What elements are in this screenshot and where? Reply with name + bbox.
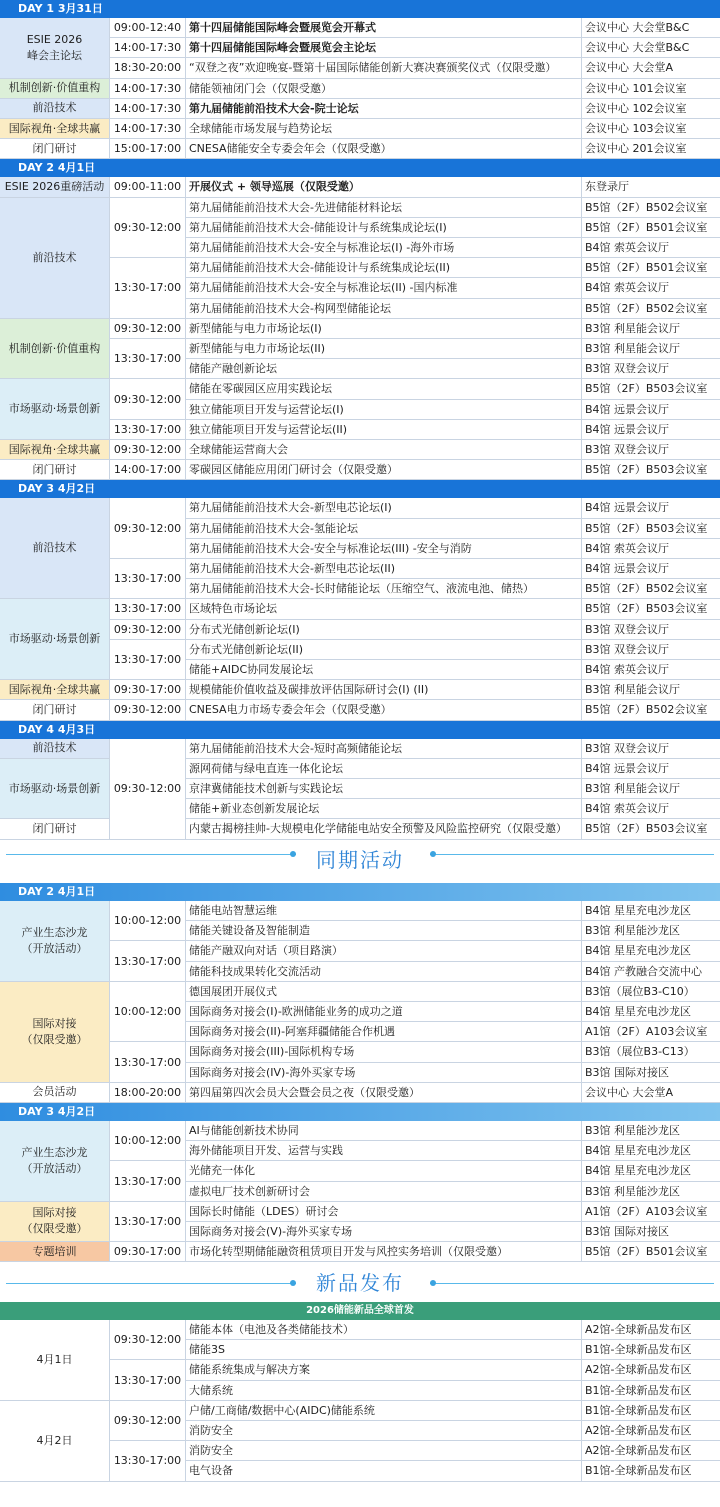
time-cell: 09:30-12:00 (110, 498, 186, 559)
session-title: 储能产融创新论坛 (186, 359, 582, 379)
time-cell: 14:00-17:30 (110, 38, 186, 58)
time-cell: 09:30-12:00 (110, 1320, 186, 1360)
session-venue: B3馆 双登会议厅 (582, 620, 720, 640)
day-header: DAY 4 4月3日 (0, 721, 720, 739)
concurrent-heading: 同期活动 (316, 848, 404, 872)
session-title: 独立储能项目开发与运营论坛(II) (186, 420, 582, 440)
session-venue: B3馆 双登会议厅 (582, 739, 720, 759)
category-cell: 闭门研讨 (0, 460, 110, 480)
session-title: 第四届第四次会员大会暨会员之夜（仅限受邀） (186, 1083, 582, 1103)
time-cell: 09:30-12:00 (110, 379, 186, 419)
time-cell: 09:30-12:00 (110, 440, 186, 460)
category-cell: 闭门研讨 (0, 700, 110, 720)
session-venue: B4馆 星星充电沙龙区 (582, 1141, 720, 1161)
session-title: 第九届储能前沿技术大会-储能设计与系统集成论坛(I) (186, 218, 582, 238)
session-venue: B4馆 星星充电沙龙区 (582, 1161, 720, 1181)
session-venue: B3馆 利星能沙龙区 (582, 921, 720, 941)
session-venue: B5馆（2F）B503会议室 (582, 599, 720, 619)
category-cell: 闭门研讨 (0, 139, 110, 159)
session-title: 储能产融双向对话（项目路演） (186, 941, 582, 961)
launch-heading: 新品发布 (316, 1271, 404, 1295)
session-title: 第九届储能前沿技术大会-先进储能材料论坛 (186, 198, 582, 218)
session-venue: B3馆 国际对接区 (582, 1063, 720, 1083)
category-cell: 产业生态沙龙 （开放活动） (0, 1121, 110, 1202)
session-venue: 会议中心 大会堂A (582, 1083, 720, 1103)
category-cell: 市场驱动·场景创新 (0, 379, 110, 440)
time-cell: 13:30-17:00 (110, 1042, 186, 1082)
category-cell: 会员活动 (0, 1083, 110, 1103)
day-header: DAY 3 4月2日 (0, 1103, 720, 1121)
session-title: 第九届储能前沿技术大会-安全与标准论坛(III) -安全与消防 (186, 539, 582, 559)
session-title: 开展仪式 + 领导巡展（仅限受邀） (186, 177, 582, 197)
divider-right (430, 1283, 714, 1284)
time-cell: 13:30-17:00 (110, 599, 186, 619)
session-venue: B5馆（2F）B502会议室 (582, 579, 720, 599)
time-cell: 18:30-20:00 (110, 58, 186, 78)
session-venue: B3馆 双登会议厅 (582, 440, 720, 460)
session-title: 储能3S (186, 1340, 582, 1360)
category-cell: 前沿技术 (0, 498, 110, 599)
session-title: 第九届储能前沿技术大会-院士论坛 (186, 99, 582, 119)
day-header: DAY 1 3月31日 (0, 0, 720, 18)
session-title: 第九届储能前沿技术大会-安全与标准论坛(II) -国内标准 (186, 278, 582, 298)
time-cell: 13:30-17:00 (110, 1202, 186, 1242)
time-cell: 09:30-12:00 (110, 700, 186, 720)
session-venue: B1馆-全球新品发布区 (582, 1381, 720, 1401)
time-cell: 13:30-17:00 (110, 1441, 186, 1481)
session-title: 第十四届储能国际峰会暨展览会开幕式 (186, 18, 582, 38)
session-title: 储能关键设备及智能制造 (186, 921, 582, 941)
time-cell: 09:00-12:40 (110, 18, 186, 38)
session-venue: 会议中心 201会议室 (582, 139, 720, 159)
session-title: 德国展团开展仪式 (186, 982, 582, 1002)
session-venue: 东登录厅 (582, 177, 720, 197)
session-venue: B4馆 索英会议厅 (582, 278, 720, 298)
category-cell: 国际对接 （仅限受邀） (0, 1202, 110, 1242)
session-title: 第九届储能前沿技术大会-构网型储能论坛 (186, 299, 582, 319)
time-cell: 13:30-17:00 (110, 420, 186, 440)
category-cell: 国际视角·全球共赢 (0, 680, 110, 700)
session-venue: A1馆（2F）A103会议室 (582, 1022, 720, 1042)
session-venue: 会议中心 大会堂A (582, 58, 720, 78)
session-venue: B5馆（2F）B502会议室 (582, 700, 720, 720)
session-venue: B4馆 远景会议厅 (582, 759, 720, 779)
session-title: 储能在零碳园区应用实践论坛 (186, 379, 582, 399)
day-header: DAY 2 4月1日 (0, 159, 720, 177)
session-title: 全球储能运营商大会 (186, 440, 582, 460)
launch-agenda-table (0, 1302, 720, 1482)
session-venue: B4馆 星星充电沙龙区 (582, 1002, 720, 1022)
session-title: 独立储能项目开发与运营论坛(I) (186, 400, 582, 420)
time-cell: 09:30-12:00 (110, 319, 186, 339)
session-title: 储能电站智慧运维 (186, 901, 582, 921)
session-venue: B5馆（2F）B501会议室 (582, 258, 720, 278)
session-title: 储能本体（电池及各类储能技术） (186, 1320, 582, 1340)
time-cell: 09:30-12:00 (110, 1401, 186, 1441)
session-venue: A2馆-全球新品发布区 (582, 1320, 720, 1340)
session-title: 国际商务对接会(V)-海外买家专场 (186, 1222, 582, 1242)
session-title: 电气设备 (186, 1461, 582, 1481)
session-venue: A2馆-全球新品发布区 (582, 1421, 720, 1441)
category-cell: 国际视角·全球共赢 (0, 119, 110, 139)
session-venue: B4馆 索英会议厅 (582, 799, 720, 819)
time-cell: 14:00-17:30 (110, 99, 186, 119)
session-venue: B5馆（2F）B501会议室 (582, 218, 720, 238)
category-cell: 国际视角·全球共赢 (0, 440, 110, 460)
session-venue: B3馆 双登会议厅 (582, 359, 720, 379)
session-venue: B5馆（2F）B503会议室 (582, 519, 720, 539)
time-cell: 13:30-17:00 (110, 941, 186, 981)
session-venue: B5馆（2F）B503会议室 (582, 460, 720, 480)
session-venue: B3馆 双登会议厅 (582, 640, 720, 660)
time-cell: 10:00-12:00 (110, 982, 186, 1043)
session-title: 国际商务对接会(I)-欧洲储能业务的成功之道 (186, 1002, 582, 1022)
session-venue: B4馆 索英会议厅 (582, 238, 720, 258)
session-venue: B4馆 星星充电沙龙区 (582, 901, 720, 921)
category-cell: 市场驱动·场景创新 (0, 759, 110, 820)
category-cell: 机制创新·价值重构 (0, 79, 110, 99)
launch-banner: 2026储能新品全球首发 (0, 1302, 720, 1320)
session-venue: B4馆 索英会议厅 (582, 660, 720, 680)
session-title: 国际商务对接会(IV)-海外买家专场 (186, 1063, 582, 1083)
session-venue: B3馆（展位B3-C13） (582, 1042, 720, 1062)
session-venue: B4馆 远景会议厅 (582, 559, 720, 579)
category-cell: 闭门研讨 (0, 819, 110, 839)
session-venue: B1馆-全球新品发布区 (582, 1340, 720, 1360)
day-header: DAY 3 4月2日 (0, 480, 720, 498)
session-venue: B3馆 利星能沙龙区 (582, 1182, 720, 1202)
session-title: 虚拟电厂技术创新研讨会 (186, 1182, 582, 1202)
time-cell: 09:30-12:00 (110, 620, 186, 640)
session-venue: 会议中心 101会议室 (582, 79, 720, 99)
session-title: 新型储能与电力市场论坛(II) (186, 339, 582, 359)
session-title: 分布式光储创新论坛(I) (186, 620, 582, 640)
concurrent-heading-band (0, 840, 720, 883)
time-cell: 13:30-17:00 (110, 1360, 186, 1400)
session-venue: B5馆（2F）B503会议室 (582, 819, 720, 839)
session-title: 储能+新业态创新发展论坛 (186, 799, 582, 819)
session-venue: 会议中心 大会堂B&C (582, 38, 720, 58)
category-cell: 机制创新·价值重构 (0, 319, 110, 380)
session-venue: B1馆-全球新品发布区 (582, 1401, 720, 1421)
session-venue: B5馆（2F）B502会议室 (582, 299, 720, 319)
session-title: 第九届储能前沿技术大会-新型电芯论坛(II) (186, 559, 582, 579)
time-cell: 09:30-12:00 (110, 198, 186, 259)
time-cell: 14:00-17:00 (110, 460, 186, 480)
category-cell: 4月2日 (0, 1401, 110, 1482)
session-venue: B3馆（展位B3-C10） (582, 982, 720, 1002)
category-cell: 国际对接 （仅限受邀） (0, 982, 110, 1083)
session-title: 大储系统 (186, 1381, 582, 1401)
session-venue: 会议中心 大会堂B&C (582, 18, 720, 38)
session-title: 国际商务对接会(III)-国际机构专场 (186, 1042, 582, 1062)
session-venue: B4馆 远景会议厅 (582, 420, 720, 440)
time-cell: 14:00-17:30 (110, 119, 186, 139)
session-venue: B3馆 利星能会议厅 (582, 319, 720, 339)
session-title: 国际商务对接会(II)-阿塞拜疆储能合作机遇 (186, 1022, 582, 1042)
session-title: 储能系统集成与解决方案 (186, 1360, 582, 1380)
session-title: CNESA电力市场专委会年会（仅限受邀） (186, 700, 582, 720)
session-title: 户储/工商储/数据中心(AIDC)储能系统 (186, 1401, 582, 1421)
session-venue: B3馆 利星能会议厅 (582, 680, 720, 700)
time-cell: 10:00-12:00 (110, 1121, 186, 1161)
session-title: 第九届储能前沿技术大会-安全与标准论坛(I) -海外市场 (186, 238, 582, 258)
time-cell: 18:00-20:00 (110, 1083, 186, 1103)
session-title: 消防安全 (186, 1441, 582, 1461)
session-venue: A1馆（2F）A103会议室 (582, 1202, 720, 1222)
category-cell: 专题培训 (0, 1242, 110, 1262)
session-venue: A2馆-全球新品发布区 (582, 1441, 720, 1461)
category-cell: 产业生态沙龙 （开放活动） (0, 901, 110, 982)
session-title: 消防安全 (186, 1421, 582, 1441)
time-cell: 15:00-17:00 (110, 139, 186, 159)
time-cell: 13:30-17:00 (110, 559, 186, 599)
session-title: 第九届储能前沿技术大会-储能设计与系统集成论坛(II) (186, 258, 582, 278)
category-cell: ESIE 2026 峰会主论坛 (0, 18, 110, 79)
launch-rows (0, 1320, 720, 1482)
time-cell: 10:00-12:00 (110, 901, 186, 941)
session-venue: 会议中心 103会议室 (582, 119, 720, 139)
session-title: 国际长时储能（LDES）研讨会 (186, 1202, 582, 1222)
session-title: 新型储能与电力市场论坛(I) (186, 319, 582, 339)
session-title: AI与储能创新技术协同 (186, 1121, 582, 1141)
session-venue: B3馆 利星能会议厅 (582, 779, 720, 799)
launch-heading-band (0, 1263, 720, 1302)
session-title: 储能领袖闭门会（仅限受邀） (186, 79, 582, 99)
session-title: 分布式光储创新论坛(II) (186, 640, 582, 660)
time-cell: 13:30-17:00 (110, 339, 186, 379)
time-cell: 09:30-12:00 (110, 739, 186, 840)
session-venue: B5馆（2F）B503会议室 (582, 379, 720, 399)
category-cell: 前沿技术 (0, 198, 110, 319)
time-cell: 13:30-17:00 (110, 1161, 186, 1201)
session-title: 储能科技成果转化交流活动 (186, 962, 582, 982)
session-venue: 会议中心 102会议室 (582, 99, 720, 119)
category-cell: ESIE 2026重磅活动 (0, 177, 110, 197)
category-cell: 前沿技术 (0, 739, 110, 759)
session-title: 第九届储能前沿技术大会-新型电芯论坛(I) (186, 498, 582, 518)
session-title: 零碳园区储能应用闭门研讨会（仅限受邀） (186, 460, 582, 480)
session-title: 京津冀储能技术创新与实践论坛 (186, 779, 582, 799)
session-venue: B3馆 国际对接区 (582, 1222, 720, 1242)
session-title: 全球储能市场发展与趋势论坛 (186, 119, 582, 139)
session-title: 源网荷储与绿电直连一体化论坛 (186, 759, 582, 779)
session-title: 海外储能项目开发、运营与实践 (186, 1141, 582, 1161)
session-title: CNESA储能安全专委会年会（仅限受邀） (186, 139, 582, 159)
session-venue: B1馆-全球新品发布区 (582, 1461, 720, 1481)
session-title: 内蒙古揭榜挂帅-大规模电化学储能电站安全预警及风险监控研究（仅限受邀） (186, 819, 582, 839)
session-title: 第九届储能前沿技术大会-氢能论坛 (186, 519, 582, 539)
session-venue: B4馆 索英会议厅 (582, 539, 720, 559)
session-title: 区域特色市场论坛 (186, 599, 582, 619)
category-cell: 市场驱动·场景创新 (0, 599, 110, 680)
concurrent-agenda-table (0, 883, 720, 1263)
category-cell: 前沿技术 (0, 99, 110, 119)
session-title: 第九届储能前沿技术大会-短时高频储能论坛 (186, 739, 582, 759)
session-venue: B5馆（2F）B502会议室 (582, 198, 720, 218)
time-cell: 09:30-17:00 (110, 680, 186, 700)
session-venue: B4馆 星星充电沙龙区 (582, 941, 720, 961)
session-venue: B5馆（2F）B501会议室 (582, 1242, 720, 1262)
time-cell: 13:30-17:00 (110, 640, 186, 680)
time-cell: 13:30-17:00 (110, 258, 186, 319)
time-cell: 09:00-11:00 (110, 177, 186, 197)
session-title: 储能+AIDC协同发展论坛 (186, 660, 582, 680)
session-venue: B4馆 产教融合交流中心 (582, 962, 720, 982)
time-cell: 09:30-17:00 (110, 1242, 186, 1262)
session-venue: B3馆 利星能沙龙区 (582, 1121, 720, 1141)
time-cell: 14:00-17:30 (110, 79, 186, 99)
divider-right (430, 854, 714, 855)
session-title: 规模储能价值收益及碳排放评估国际研讨会(I) (II) (186, 680, 582, 700)
session-venue: B4馆 远景会议厅 (582, 498, 720, 518)
category-cell: 4月1日 (0, 1320, 110, 1401)
session-venue: B3馆 利星能会议厅 (582, 339, 720, 359)
session-title: 第十四届储能国际峰会暨展览会主论坛 (186, 38, 582, 58)
day-header: DAY 2 4月1日 (0, 883, 720, 901)
session-venue: A2馆-全球新品发布区 (582, 1360, 720, 1380)
session-title: “双登之夜”欢迎晚宴-暨第十届国际储能创新大赛决赛颁奖仪式（仅限受邀） (186, 58, 582, 78)
session-title: 市场化转型期储能融资租赁项目开发与风控实务培训（仅限受邀） (186, 1242, 582, 1262)
session-title: 第九届储能前沿技术大会-长时储能论坛（压缩空气、液流电池、储热） (186, 579, 582, 599)
session-venue: B4馆 远景会议厅 (582, 400, 720, 420)
session-title: 光储充一体化 (186, 1161, 582, 1181)
